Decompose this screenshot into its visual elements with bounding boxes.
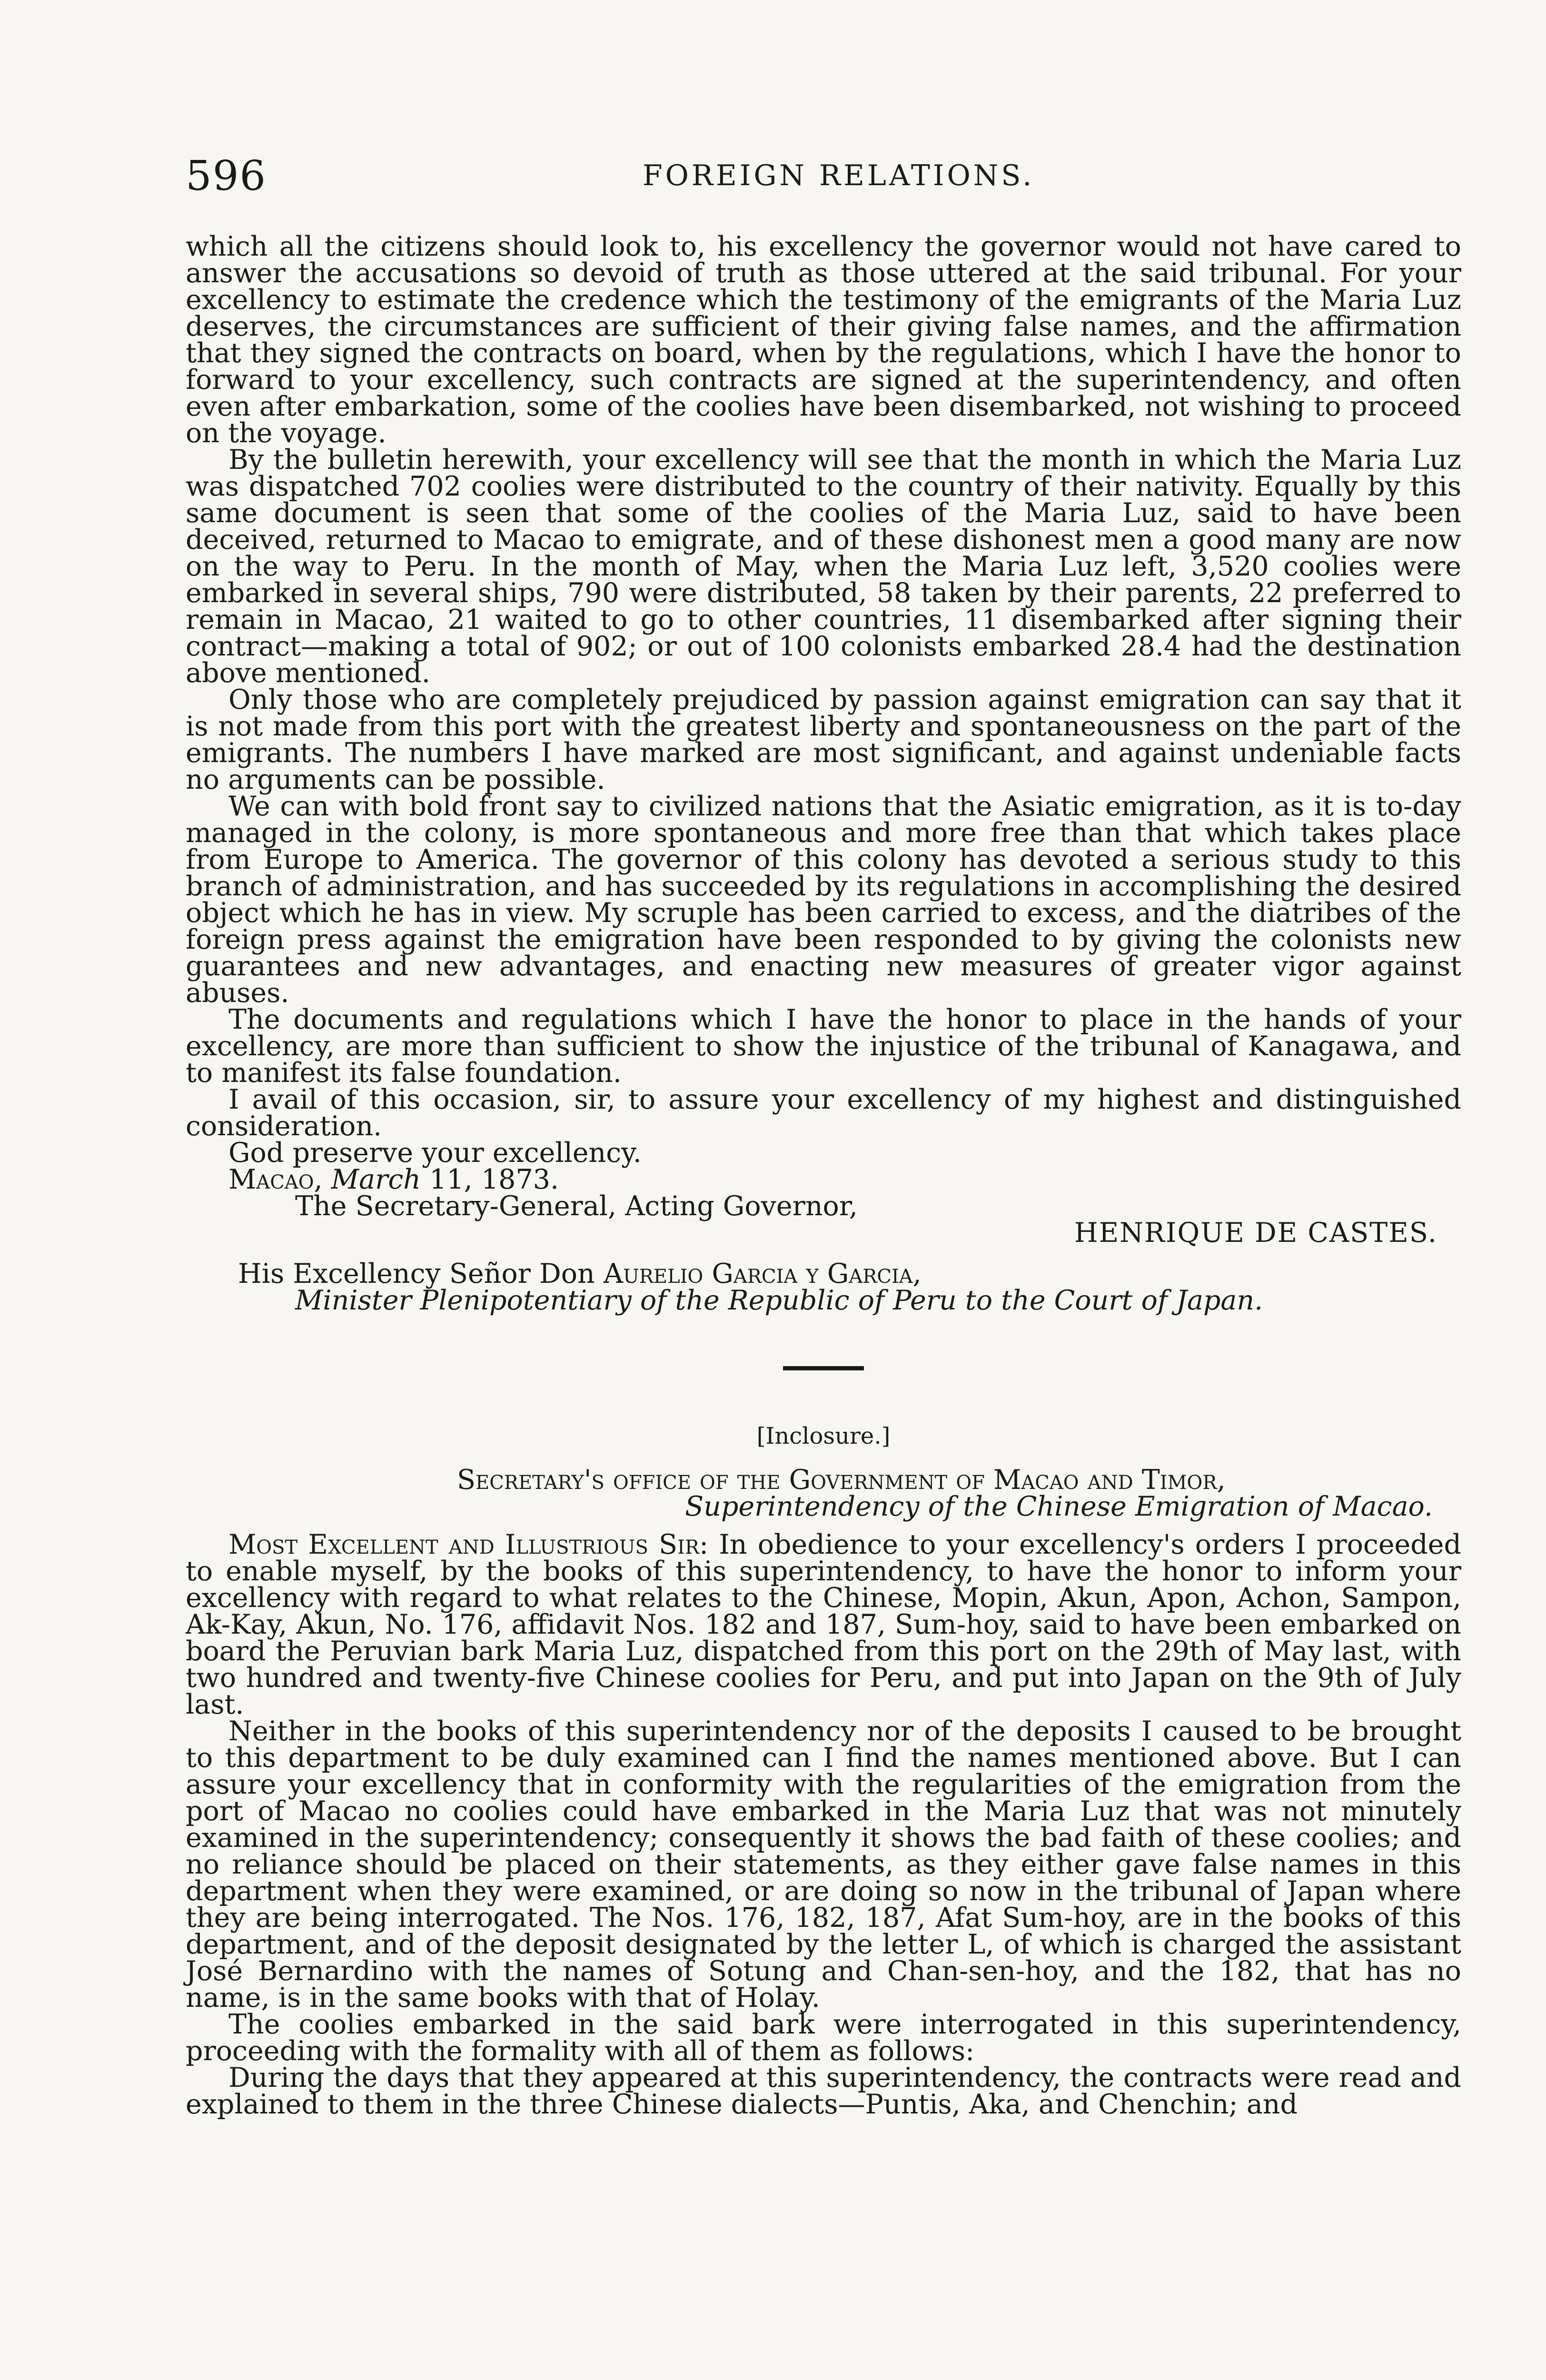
letter-body <box>186 233 1461 2118</box>
enclosure-label: [Inclosure.] <box>756 1423 891 1449</box>
dateline <box>186 1166 1461 1193</box>
dateline-date: March <box>331 1164 421 1195</box>
enclosure-paragraph-text: In obedience to your excellency's orders I proceeded to enable myself, by the books of this superintendency, to have the honor to inform your excellency with regard to what relates to the Chinese, Mopin, Akun, Apon, Achon, Sampon, Ak-Kay, Akun, No. 176, affidavit Nos. 182 and 187, Sum-hoy, said to have been embarked on board the Peruvian bark Maria Luz, dispatched from this port on the 29th of May last, with two hundred and twenty-five Chinese coolies for Peru, and put into Japan on the 9th of July last. <box>186 1529 1461 1720</box>
enclosure-paragraph: During the days that they appeared at this superintendency, the contracts were read and explained to them in the three Chinese dialects—Puntis, Aka, and Chenchin; and <box>186 2062 1461 2120</box>
addressee-prefix: His Excellency Señor Don <box>238 1258 595 1289</box>
enclosure-paragraph: Neither in the books of this superintendency nor of the deposits I caused to be brought to this department to be duly examined can I find the names mentioned above. But I can assure your excellency that in conformity with the regularities of the emigration from the port of Macao no coolies could have embarked in the Maria Luz that was not minutely examined in the superintendency; consequently it shows the bad faith of these coolies; and no reliance should be placed on their statements, as they either gave false names in this department when they were examined, or are doing so now in the tribunal of Japan where they are being interrogated. The Nos. 176, 182, 187, Afat Sum-hoy, are in the books of this department, and of the deposit designated by the letter L, of which is charged the assistant José Bernardino with the names of Sotung and Chan-sen-hoy, and the 182, that has no name, is in the same books with that of Holay. <box>186 1716 1461 2013</box>
paragraph: We can with bold front say to civilized nations that the Asiatic emigration, as it is to-day managed in the colony, is more spontaneous and more free than that which takes place from Europe to America. The governor of this colony has devoted a serious study to this branch of administration, and has succeeded by its regulations in accomplishing the desired object which he has in view. My scruple has been carried to excess, and the diatribes of the foreign press against the emigration have been responded to by giving the colonists new guarantees and new advantages, and enacting new measures of greater vigor against abuses. <box>186 791 1461 1009</box>
office-heading <box>186 1464 1461 1522</box>
paragraph: The documents and regulations which I have the honor to place in the hands of your excellency, are more than sufficient to show the injustice of the tribunal of Kanagawa, and to manifest its false foundation. <box>186 1004 1461 1089</box>
dateline-rest: 11, 1873. <box>429 1164 559 1195</box>
page-header <box>186 152 1471 205</box>
addressee-title: Minister Plenipotentiary of the Republic of Peru to the Court of Japan. <box>295 1285 1263 1316</box>
paragraph: God preserve your excellency. <box>228 1137 642 1169</box>
running-head: FOREIGN RELATIONS. <box>643 159 1035 192</box>
signature: HENRIQUE DE CASTES. <box>1074 1217 1437 1249</box>
paragraph: I avail of this occasion, sir, to assure your excellency of my highest and distinguished consideration. <box>186 1084 1461 1142</box>
dateline-place: Macao, <box>228 1164 323 1195</box>
addressee <box>186 1260 1461 1314</box>
paragraph: By the bulletin herewith, your excellency will see that the month in which the Maria Luz was dispatched 702 coolies were distributed to the country of their nativity. Equally by this same document is seen that some of the coolies of the Maria Luz, said to have been deceived, returned to Macao to emigrate, and of these dishonest men a good many are now on the way to Peru. In the month of May, when the Maria Luz left, 3,520 coolies were embarked in several ships, 790 were distributed, 58 taken by their parents, 22 preferred to remain in Macao, 21 waited to go to other countries, 11 disembarked after signing their contract—making a total of 902; or out of 100 colonists embarked 28.4 had the destination above mentioned. <box>186 444 1461 689</box>
section-divider <box>783 1366 864 1370</box>
paragraph: Only those who are completely prejudiced by passion against emigration can say that it is not made from this port with the greatest liberty and spontaneousness on the part of the emigrants. The numbers I have marked are most significant, and against undeniable facts no arguments can be possible. <box>186 684 1461 795</box>
signoff: The Secretary-General, Acting Governor, <box>295 1190 858 1222</box>
enclosure-paragraph: The coolies embarked in the said bark were interrogated in this superintendency, proceeding with the formality with all of them as follows: <box>186 2009 1461 2067</box>
office-line-2: Superintendency of the Chinese Emigration of Macao. <box>685 1491 1433 1522</box>
office-line-1: Secretary's office of the Government of Macao and Timor, <box>457 1464 1226 1496</box>
salutation: Most Excellent and Illustrious Sir: <box>228 1529 709 1560</box>
page-number: 596 <box>186 152 267 200</box>
paragraph: which all the citizens should look to, his excellency the governor would not have cared to answer the accusations so devoid of truth as those uttered at the said tribunal. For your excellency to estimate the credence which the testimony of the emigrants of the Maria Luz deserves, the circumstances are sufficient of their giving false names, and the affirmation that they signed the contracts on board, when by the regulations, which I have the honor to forward to your excellency, such contracts are signed at the superintendency, and often even after embarkation, some of the coolies have been disembarked, not wishing to proceed on the voyage. <box>186 231 1461 449</box>
addressee-line <box>186 1260 1461 1287</box>
enclosure-paragraph <box>186 1531 1461 1718</box>
addressee-name: Aurelio Garcia y Garcia, <box>603 1258 922 1289</box>
